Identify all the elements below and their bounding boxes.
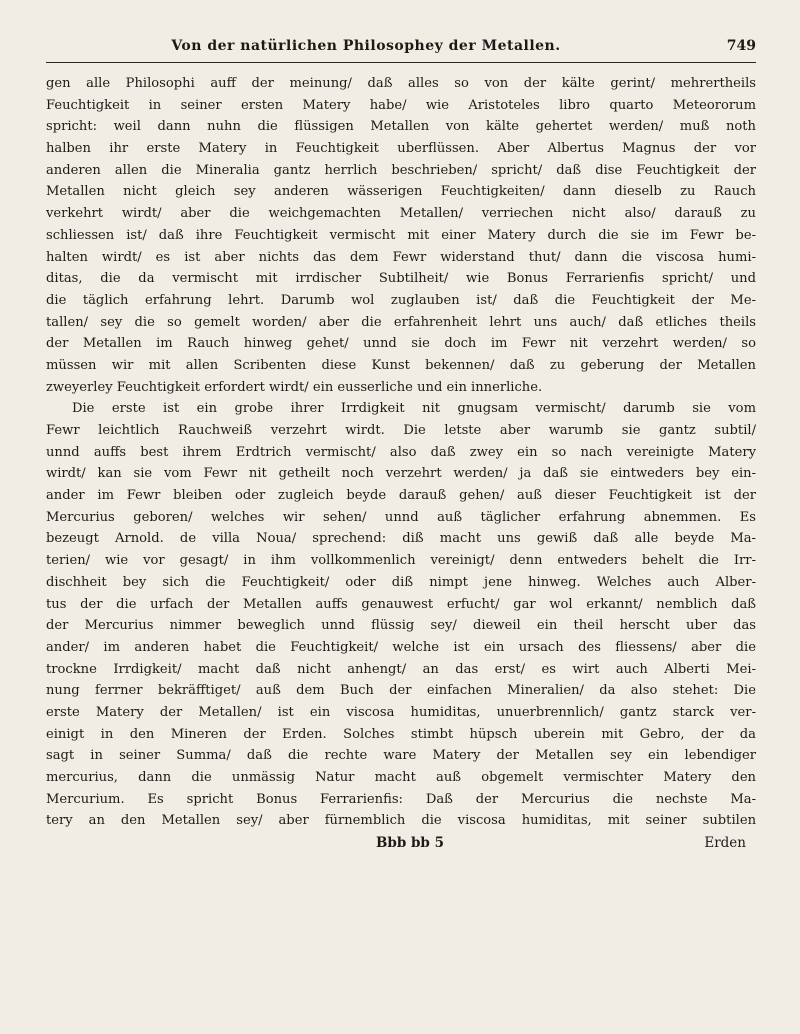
text-line: ander/ im anderen habet die Feuchtigkeit/ welche ist ein ursach des fliessens/ aber die bbox=[46, 639, 756, 655]
text-line: Die erste ist ein grobe ihrer Irrdigkeit nit gnugsam vermischt/ darumb sie vom bbox=[72, 401, 756, 417]
text-line: spricht: weil dann nuhn die flüssigen Metallen von kälte gehertet werden/ muß noth bbox=[46, 119, 756, 135]
running-head bbox=[46, 38, 756, 63]
text-line: Mercurius geboren/ welches wir sehen/ unnd auß täglicher erfahrung abnemmen. Es bbox=[46, 509, 756, 525]
text-line: einigt in den Mineren der Erden. Solches stimbt hüpsch uberein mit Gebro, der da bbox=[46, 726, 756, 742]
text-line: erste Matery der Metallen/ ist ein viscosa humiditas, unuerbrennlich/ gantz starck ver- bbox=[46, 704, 756, 720]
text-line: der Mercurius nimmer beweglich unnd flüssig sey/ dieweil ein theil herscht uber das bbox=[46, 618, 756, 634]
text-line: bezeugt Arnold. de villa Noua/ sprechend: diß macht uns gewiß daß alle beyde Ma- bbox=[46, 531, 756, 547]
text-line: die täglich erfahrung lehrt. Darumb wol zuglauben ist/ daß die Feuchtigkeit der Me- bbox=[46, 292, 756, 308]
text-line: halben ihr erste Matery in Feuchtigkeit uberflüssen. Aber Albertus Magnus der vor bbox=[46, 141, 756, 157]
text-line: anderen allen die Mineralia gantz herrlich beschrieben/ spricht/ daß dise Feuchtigkeit der bbox=[46, 162, 756, 178]
text-line: tallen/ sey die so gemelt worden/ aber die erfahrenheit lehrt uns auch/ daß etliches theils bbox=[46, 314, 756, 330]
text-line: unnd auffs best ihrem Erdtrich vermischt/ also daß zwey ein so nach vereinigte Matery bbox=[46, 444, 756, 460]
text-line: terien/ wie vor gesagt/ in ihm vollkommenlich vereinigt/ denn entweders behelt die Irr- bbox=[46, 553, 756, 569]
text-line: tus der die urfach der Metallen auffs genauwest erfucht/ gar wol erkannt/ nemblich daß bbox=[46, 596, 756, 612]
text-line: verkehrt wirdt/ aber die weichgemachten Metallen/ verriechen nicht also/ darauß zu bbox=[46, 206, 756, 222]
text-line: tery an den Metallen sey/ aber fürnemblich die viscosa humiditas, mit seiner subtilen bbox=[46, 813, 756, 829]
text-line: trockne Irrdigkeit/ macht daß nicht anhengt/ an das erst/ es wirt auch Alberti Mei- bbox=[46, 661, 756, 677]
text-line: sagt in seiner Summa/ daß die rechte ware Matery der Metallen sey ein lebendiger bbox=[46, 748, 756, 764]
text-line: wirdt/ kan sie vom Fewr nit getheilt noch verzehrt werden/ ja daß sie eintweders bey ein- bbox=[46, 466, 756, 482]
text-line: der Metallen im Rauch hinweg gehet/ unnd sie doch im Fewr nit verzehrt werden/ so bbox=[46, 336, 756, 352]
running-title: Von der natürlichen Philosophey der Metallen. bbox=[171, 38, 561, 54]
text-line: Feuchtigkeit in seiner ersten Matery habe/ wie Aristoteles libro quarto Meteororum bbox=[46, 97, 756, 113]
text-line: schliessen ist/ daß ihre Feuchtigkeit vermischt mit einer Matery durch die sie im Fewr be- bbox=[46, 227, 756, 243]
page-number: 749 bbox=[726, 38, 756, 54]
text-line: Metallen nicht gleich sey anderen wässerigen Feuchtigkeiten/ dann dieselb zu Rauch bbox=[46, 184, 756, 200]
text-line: Fewr leichtlich Rauchweiß verzehrt wirdt. Die letste aber warumb sie gantz subtil/ bbox=[46, 423, 756, 438]
text-line: ditas, die da vermischt mit irrdischer Subtilheit/ wie Bonus Ferrarienfis spricht/ und bbox=[46, 271, 756, 287]
text-line: ander im Fewr bleiben oder zugleich beyde darauß gehen/ auß dieser Feuchtigkeit ist der bbox=[46, 488, 756, 504]
text-line: dischheit bey sich die Feuchtigkeit/ oder diß nimpt jene hinweg. Welches auch Alber- bbox=[46, 574, 756, 590]
body-text bbox=[46, 73, 756, 832]
text-line: müssen wir mit allen Scribenten diese Kunst bekennen/ daß zu geberung der Metallen bbox=[46, 357, 756, 373]
text-line: halten wirdt/ es ist aber nichts das dem Fewr widerstand thut/ dann die viscosa humi- bbox=[46, 249, 756, 265]
page-footer bbox=[46, 832, 756, 854]
text-line: nung ferrner bekräfftiget/ auß dem Buch der einfachen Mineralien/ da also stehet: Die bbox=[46, 683, 756, 699]
text-line: Mercurium. Es spricht Bonus Ferrarienfis: Daß der Mercurius die nechste Ma- bbox=[46, 791, 756, 807]
text-line: gen alle Philosophi auff der meinung/ daß alles so von der kälte gerint/ mehrertheils bbox=[46, 76, 756, 91]
text-line: mercurius, dann die unmässig Natur macht auß obgemelt vermischter Matery den bbox=[46, 770, 756, 785]
catchword: Erden bbox=[704, 835, 746, 852]
signature-mark: Bbb bb 5 bbox=[376, 835, 444, 852]
text-line: zweyerley Feuchtigkeit erfordert wirdt/ ein eusserliche und ein innerliche. bbox=[46, 379, 543, 395]
